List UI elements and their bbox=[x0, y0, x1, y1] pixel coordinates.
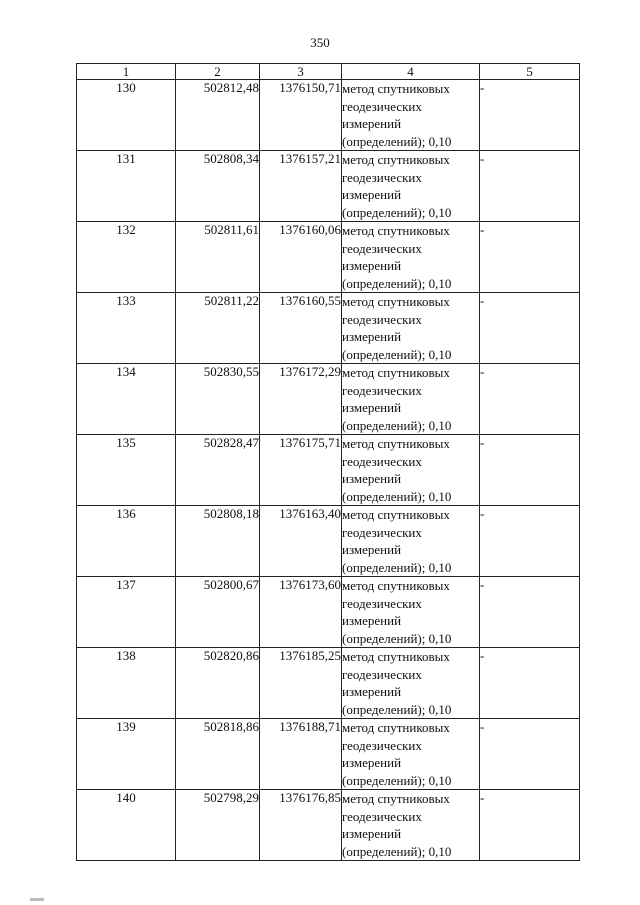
point-number-cell: 137 bbox=[77, 577, 176, 648]
header-col-2: 2 bbox=[176, 64, 260, 80]
y-coordinate-cell: 1376185,25 bbox=[260, 648, 342, 719]
table-row bbox=[77, 80, 580, 151]
table-row bbox=[77, 790, 580, 861]
y-coordinate-cell: 1376150,71 bbox=[260, 80, 342, 151]
y-coordinate-cell: 1376163,40 bbox=[260, 506, 342, 577]
header-col-1: 1 bbox=[77, 64, 176, 80]
x-coordinate-cell: 502830,55 bbox=[176, 364, 260, 435]
method-accuracy-cell: метод спутниковых геодезических измерений (определений); 0,10 bbox=[342, 506, 480, 577]
note-cell: - bbox=[480, 435, 580, 506]
scan-mark bbox=[30, 898, 44, 901]
point-number-cell: 140 bbox=[77, 790, 176, 861]
note-cell: - bbox=[480, 648, 580, 719]
table-row bbox=[77, 293, 580, 364]
y-coordinate-cell: 1376175,71 bbox=[260, 435, 342, 506]
note-cell: - bbox=[480, 293, 580, 364]
table-row bbox=[77, 719, 580, 790]
x-coordinate-cell: 502798,29 bbox=[176, 790, 260, 861]
note-cell: - bbox=[480, 719, 580, 790]
x-coordinate-cell: 502811,61 bbox=[176, 222, 260, 293]
method-accuracy-cell: метод спутниковых геодезических измерений (определений); 0,10 bbox=[342, 435, 480, 506]
y-coordinate-cell: 1376173,60 bbox=[260, 577, 342, 648]
x-coordinate-cell: 502828,47 bbox=[176, 435, 260, 506]
x-coordinate-cell: 502820,86 bbox=[176, 648, 260, 719]
y-coordinate-cell: 1376160,55 bbox=[260, 293, 342, 364]
method-accuracy-cell: метод спутниковых геодезических измерений (определений); 0,10 bbox=[342, 151, 480, 222]
point-number-cell: 136 bbox=[77, 506, 176, 577]
note-cell: - bbox=[480, 151, 580, 222]
table-row bbox=[77, 151, 580, 222]
table-row bbox=[77, 506, 580, 577]
x-coordinate-cell: 502808,18 bbox=[176, 506, 260, 577]
header-col-5: 5 bbox=[480, 64, 580, 80]
y-coordinate-cell: 1376188,71 bbox=[260, 719, 342, 790]
table-row bbox=[77, 222, 580, 293]
point-number-cell: 139 bbox=[77, 719, 176, 790]
point-number-cell: 138 bbox=[77, 648, 176, 719]
method-accuracy-cell: метод спутниковых геодезических измерений (определений); 0,10 bbox=[342, 719, 480, 790]
method-accuracy-cell: метод спутниковых геодезических измерений (определений); 0,10 bbox=[342, 648, 480, 719]
x-coordinate-cell: 502812,48 bbox=[176, 80, 260, 151]
table-row bbox=[77, 435, 580, 506]
point-number-cell: 134 bbox=[77, 364, 176, 435]
note-cell: - bbox=[480, 364, 580, 435]
method-accuracy-cell: метод спутниковых геодезических измерений (определений); 0,10 bbox=[342, 790, 480, 861]
point-number-cell: 133 bbox=[77, 293, 176, 364]
y-coordinate-cell: 1376157,21 bbox=[260, 151, 342, 222]
note-cell: - bbox=[480, 80, 580, 151]
note-cell: - bbox=[480, 577, 580, 648]
point-number-cell: 132 bbox=[77, 222, 176, 293]
method-accuracy-cell: метод спутниковых геодезических измерений (определений); 0,10 bbox=[342, 577, 480, 648]
x-coordinate-cell: 502808,34 bbox=[176, 151, 260, 222]
table-row bbox=[77, 364, 580, 435]
page-number: 350 bbox=[310, 35, 330, 50]
method-accuracy-cell: метод спутниковых геодезических измерений (определений); 0,10 bbox=[342, 222, 480, 293]
x-coordinate-cell: 502811,22 bbox=[176, 293, 260, 364]
method-accuracy-cell: метод спутниковых геодезических измерений (определений); 0,10 bbox=[342, 80, 480, 151]
note-cell: - bbox=[480, 506, 580, 577]
x-coordinate-cell: 502818,86 bbox=[176, 719, 260, 790]
table-header-row bbox=[77, 64, 580, 80]
y-coordinate-cell: 1376172,29 bbox=[260, 364, 342, 435]
x-coordinate-cell: 502800,67 bbox=[176, 577, 260, 648]
header-col-3: 3 bbox=[260, 64, 342, 80]
table-row bbox=[77, 648, 580, 719]
coordinates-table bbox=[76, 63, 580, 861]
y-coordinate-cell: 1376176,85 bbox=[260, 790, 342, 861]
point-number-cell: 131 bbox=[77, 151, 176, 222]
y-coordinate-cell: 1376160,06 bbox=[260, 222, 342, 293]
method-accuracy-cell: метод спутниковых геодезических измерений (определений); 0,10 bbox=[342, 293, 480, 364]
table-row bbox=[77, 577, 580, 648]
header-col-4: 4 bbox=[342, 64, 480, 80]
method-accuracy-cell: метод спутниковых геодезических измерений (определений); 0,10 bbox=[342, 364, 480, 435]
note-cell: - bbox=[480, 790, 580, 861]
point-number-cell: 135 bbox=[77, 435, 176, 506]
point-number-cell: 130 bbox=[77, 80, 176, 151]
note-cell: - bbox=[480, 222, 580, 293]
